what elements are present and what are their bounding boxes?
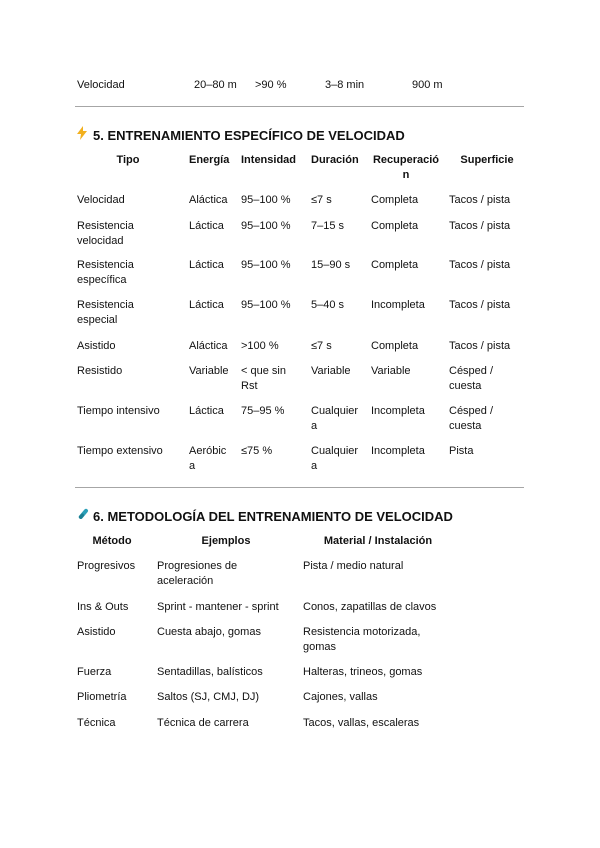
table-cell: Completa [371,259,419,271]
table-cell: Cualquier a [311,405,359,432]
top-row-cell: >90 % [255,79,287,91]
table-cell: Incompleta [371,445,425,457]
table-cell: Ins & Outs [77,601,129,613]
table-cell: Variable [371,365,411,377]
table-cell: Láctica [189,259,224,271]
table-cell: Césped / cuesta [449,405,494,432]
top-row-cell: 3–8 min [325,79,365,91]
table-cell: Pista / medio natural [303,560,404,572]
table-cell: Tiempo extensivo [77,445,163,457]
table-cell: Progresiones de aceleración [157,560,238,587]
table-cell: Tacos / pista [449,340,511,352]
table-cell: Halteras, trineos, gomas [303,666,423,678]
table-cell: Progresivos [77,560,136,572]
table-cell: Resistencia motorizada, gomas [303,626,421,653]
table-cell: Fuerza [77,666,112,678]
table-cell: 95–100 % [241,220,291,232]
table-cell: Pista [449,445,474,457]
table-cell: Aláctica [189,194,228,206]
top-row-cell: 900 m [412,79,443,91]
table-cell: 95–100 % [241,259,291,271]
table-cell: Cuesta abajo, gomas [157,626,261,638]
table-cell: Láctica [189,220,224,232]
table-cell: Césped / cuesta [449,365,494,392]
divider [75,106,524,107]
table-cell: Sprint - mantener - sprint [157,601,279,613]
table-cell: Asistido [77,626,116,638]
column-header: Superficie [460,154,514,166]
table-cell: Resistencia especial [77,299,134,326]
table-cell: Láctica [189,299,224,311]
table-cell: >100 % [241,340,279,352]
table-cell: Saltos (SJ, CMJ, DJ) [157,691,260,703]
column-header: Método [92,535,132,547]
table-cell: Completa [371,194,419,206]
table-cell: Sentadillas, balísticos [157,666,263,678]
section-5-title-text: 5. ENTRENAMIENTO ESPECÍFICO DE VELOCIDAD [93,128,405,143]
table-cell: Resistencia velocidad [77,220,134,247]
column-header: Material / Instalación [323,535,433,547]
table-cell: Tacos / pista [449,259,511,271]
table-cell: 95–100 % [241,194,291,206]
divider [75,487,524,488]
table-cell: Cajones, vallas [303,691,378,703]
table-cell: Tiempo intensivo [77,405,160,417]
table-cell: Cualquier a [311,445,359,472]
top-row-cell: 20–80 m [194,79,237,91]
table-cell: Resistido [77,365,123,377]
table-cell: Variable [311,365,351,377]
column-header: Duración [311,154,359,166]
table-cell: ≤75 % [241,445,273,457]
table-cell: Asistido [77,340,116,352]
table-cell: Completa [371,220,419,232]
top-row-cell: Velocidad [77,79,125,91]
test-tube-icon [75,507,91,525]
column-header: Intensidad [241,154,297,166]
section-5-title [75,126,405,144]
table-cell: 15–90 s [311,259,351,271]
column-header: Recuperació n [372,154,440,181]
table-cell: Incompleta [371,299,425,311]
table-cell: Completa [371,340,419,352]
table-cell: Técnica [77,717,116,729]
table-cell: Tacos / pista [449,194,511,206]
table-cell: 5–40 s [311,299,345,311]
column-header: Tipo [116,154,140,166]
lightning-icon [75,126,91,144]
section-6-title-text: 6. METODOLOGÍA DEL ENTRENAMIENTO DE VELOCIDAD [93,509,453,524]
table-cell: Resistencia específica [77,259,134,286]
table-cell: < que sin Rst [241,365,286,392]
column-header: Energía [189,154,230,166]
table-cell: Pliometría [77,691,127,703]
table-cell: Tacos / pista [449,220,511,232]
table-cell: 7–15 s [311,220,345,232]
table-cell: Velocidad [77,194,125,206]
table-cell: 75–95 % [241,405,285,417]
table-cell: 95–100 % [241,299,291,311]
table-cell: Variable [189,365,229,377]
table-cell: Incompleta [371,405,425,417]
table-cell: Láctica [189,405,224,417]
section-6-title [75,507,453,525]
table-cell: ≤7 s [311,194,332,206]
table-cell: ≤7 s [311,340,332,352]
table-cell: Aláctica [189,340,228,352]
table-cell: Tacos / pista [449,299,511,311]
table-cell: Conos, zapatillas de clavos [303,601,437,613]
table-cell: Aeróbic a [189,445,227,472]
table-cell: Técnica de carrera [157,717,249,729]
table-cell: Tacos, vallas, escaleras [303,717,420,729]
column-header: Ejemplos [201,535,251,547]
